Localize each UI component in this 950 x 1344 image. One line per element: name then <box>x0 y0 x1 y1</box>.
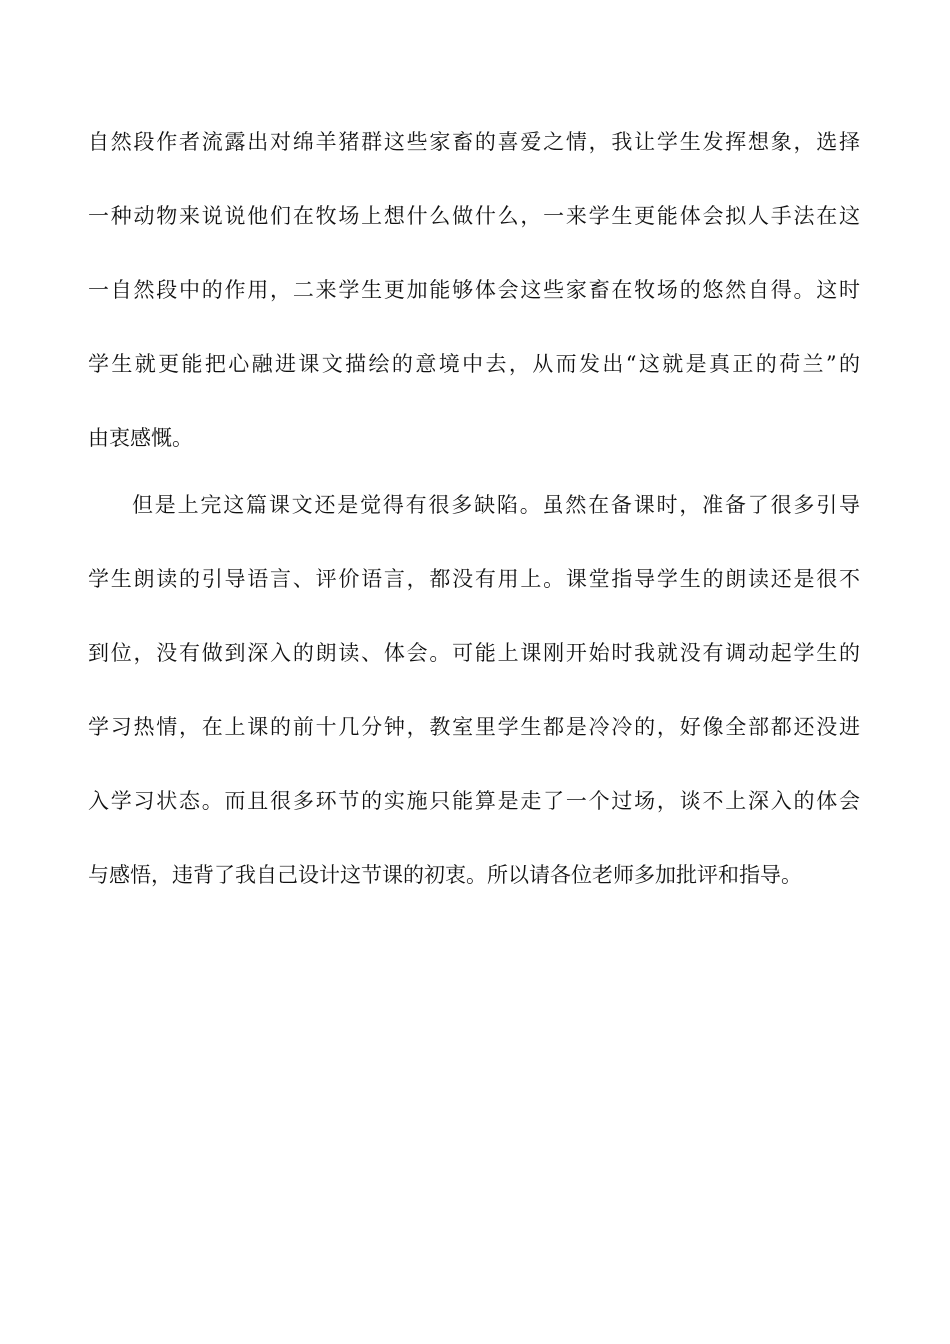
paragraph-2-line-4: 学习热情，在上课的前十几分钟，教室里学生都是冷冷的，好像全部都还没进 <box>88 715 860 739</box>
paragraph-2-line-3: 到位，没有做到深入的朗读、体会。可能上课刚开始时我就没有调动起学生的 <box>88 641 860 665</box>
paragraph-1-line-1: 自然段作者流露出对绵羊猪群这些家畜的喜爱之情，我让学生发挥想象，选择 <box>88 130 860 154</box>
paragraph-1-line-3: 一自然段中的作用，二来学生更加能够体会这些家畜在牧场的悠然自得。这时 <box>88 278 860 302</box>
paragraph-1-line-5: 由衷感慨。 <box>88 426 193 450</box>
paragraph-2-line-6: 与感悟，违背了我自己设计这节课的初衷。所以请各位老师多加批评和指导。 <box>88 863 802 887</box>
paragraph-1-line-4: 学生就更能把心融进课文描绘的意境中去，从而发出“这就是真正的荷兰”的 <box>88 352 860 376</box>
paragraph-2-line-2: 学生朗读的引导语言、评价语言，都没有用上。课堂指导学生的朗读还是很不 <box>88 567 860 591</box>
paragraph-1-line-2: 一种动物来说说他们在牧场上想什么做什么，一来学生更能体会拟人手法在这 <box>88 204 860 228</box>
paragraph-2-line-1: 但是上完这篇课文还是觉得有很多缺陷。虽然在备课时，准备了很多引导 <box>132 493 860 517</box>
paragraph-2-line-5: 入学习状态。而且很多环节的实施只能算是走了一个过场，谈不上深入的体会 <box>88 789 860 813</box>
